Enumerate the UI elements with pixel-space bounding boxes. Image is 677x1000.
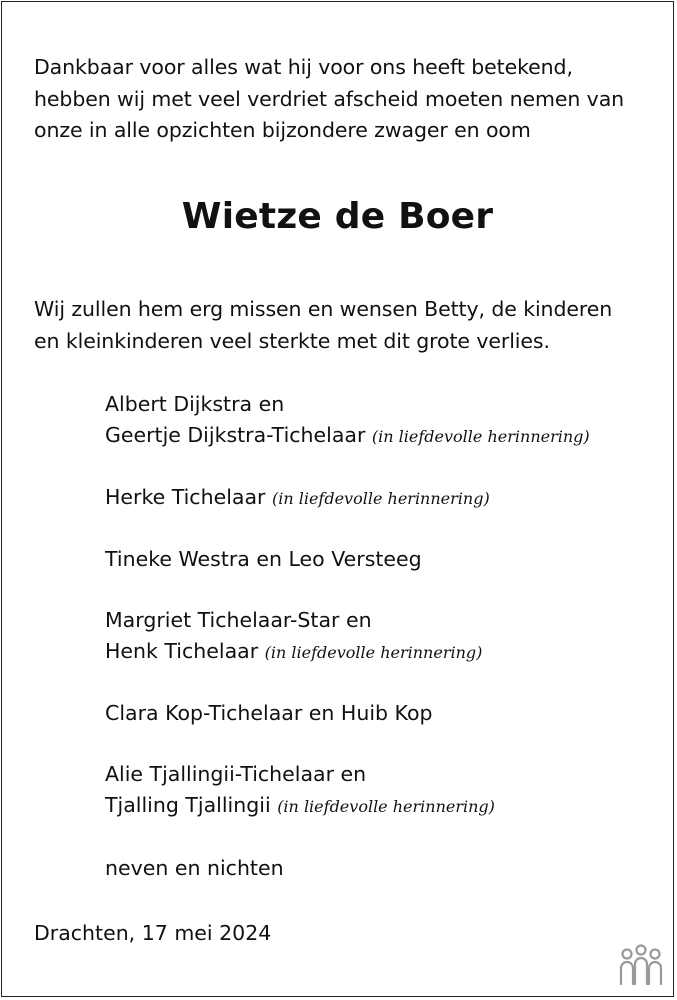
condolence-line: Wij zullen hem erg missen en wensen Betty, de kinderen bbox=[34, 297, 613, 321]
signers-list bbox=[105, 389, 590, 852]
signer-group bbox=[105, 482, 590, 514]
signer-name: Clara Kop-Tichelaar en Huib Kop bbox=[105, 701, 433, 725]
signer-name: Margriet Tichelaar-Star en bbox=[105, 608, 372, 632]
intro-line: Dankbaar voor alles wat hij voor ons heeft betekend, bbox=[34, 55, 573, 79]
condolence-text bbox=[34, 294, 612, 357]
signer-line bbox=[105, 605, 590, 636]
signer-line bbox=[105, 389, 590, 420]
intro-line: hebben wij met veel verdriet afscheid moeten nemen van bbox=[34, 86, 625, 111]
deceased-name: Wietze de Boer bbox=[181, 196, 494, 237]
signer-group bbox=[105, 544, 590, 575]
signer-line bbox=[105, 759, 590, 790]
condolence-line: en kleinkinderen veel sterkte met dit grote verlies. bbox=[34, 328, 550, 353]
signer-line bbox=[105, 482, 590, 514]
signer-group bbox=[105, 605, 590, 668]
people-group-icon bbox=[617, 944, 665, 988]
intro-text bbox=[34, 52, 624, 147]
signer-name: Tineke Westra en Leo Versteeg bbox=[105, 547, 422, 571]
memorial-note: (in liefdevolle herinnering) bbox=[271, 489, 490, 508]
intro-line: onze in alle opzichten bijzondere zwager en oom bbox=[34, 118, 531, 142]
memorial-note: (in liefdevolle herinnering) bbox=[264, 643, 483, 662]
signer-group bbox=[105, 759, 590, 822]
signer-name: Alie Tjallingii-Tichelaar en bbox=[105, 762, 367, 786]
signer-name: Tjalling Tjallingii bbox=[105, 793, 271, 817]
signer-group bbox=[105, 698, 590, 729]
signer-group bbox=[105, 389, 590, 452]
signer-name: Herke Tichelaar bbox=[105, 485, 266, 509]
signer-line bbox=[105, 544, 590, 575]
signer-line bbox=[105, 636, 590, 668]
place-date: Drachten, 17 mei 2024 bbox=[34, 921, 272, 945]
memorial-note: (in liefdevolle herinnering) bbox=[371, 427, 590, 446]
signer-name: Albert Dijkstra en bbox=[105, 392, 285, 416]
signer-line bbox=[105, 420, 590, 452]
signer-name: Henk Tichelaar bbox=[105, 639, 259, 663]
signer-name: Geertje Dijkstra-Tichelaar bbox=[105, 423, 366, 447]
signer-line bbox=[105, 790, 590, 822]
signer-line bbox=[105, 698, 590, 729]
memorial-note: (in liefdevolle herinnering) bbox=[277, 797, 495, 816]
extended-family-line: neven en nichten bbox=[105, 856, 284, 880]
